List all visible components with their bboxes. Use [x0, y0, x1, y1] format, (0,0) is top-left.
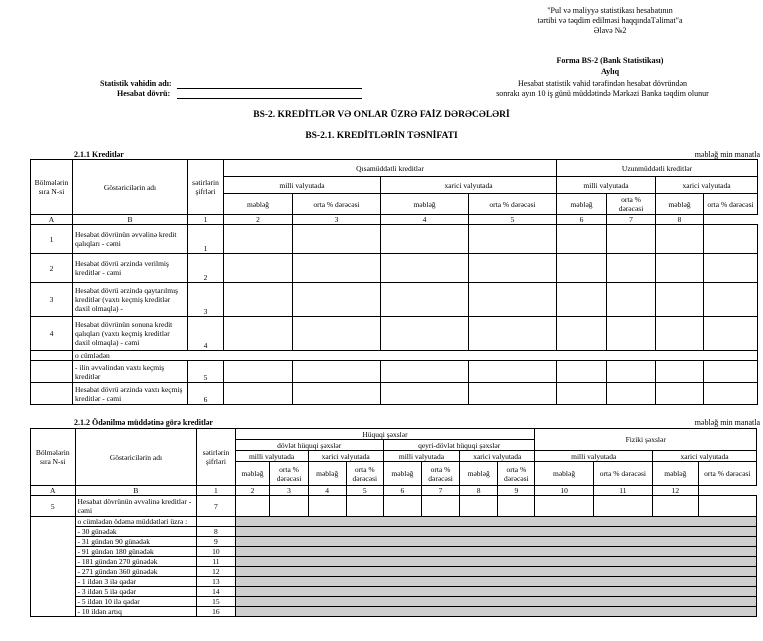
header-amount: məbləğ [460, 462, 498, 486]
code-cell: 12 [653, 486, 699, 496]
header-indicator: Göstəricilərin adı [73, 160, 188, 215]
indicator-name: Hesabat dövrünün sonuna kredit qalıqları (vaxtı keçmiş kreditlər daxil olmaqla) - cəmi [73, 317, 188, 351]
value-cell[interactable] [224, 225, 293, 254]
table-row [31, 577, 757, 587]
value-cell[interactable] [224, 361, 293, 383]
code-cell: 5 [346, 486, 383, 496]
value-cell[interactable] [469, 317, 557, 351]
header-amount: məbləğ [557, 194, 607, 215]
code-cell: B [73, 215, 188, 225]
header-short-term: Qısamüddətli kreditlər [224, 160, 557, 177]
shaded-cell [235, 597, 757, 607]
indicator-name: - 31 gündən 90 günədək [75, 537, 197, 547]
including-label: o cümlədən [73, 351, 758, 361]
header-rate: orta % dərəcəsi [698, 462, 756, 486]
row-code: 8 [197, 527, 235, 537]
value-cell[interactable] [293, 225, 381, 254]
value-cell[interactable] [381, 283, 469, 317]
value-cell[interactable] [607, 361, 656, 383]
table-row [31, 527, 757, 537]
code-cell: 1 [197, 486, 235, 496]
code-cell: 8 [460, 486, 498, 496]
reference-line-2: tərtibi və təqdim edilməsi haqqındaTəlimat"a [537, 16, 683, 25]
submission-line-1: Hesabat statistik vahid tərəfindən hesabat dövründən [517, 79, 688, 88]
value-cell[interactable] [607, 317, 656, 351]
period-field[interactable] [117, 89, 362, 99]
code-cell: B [75, 486, 197, 496]
header-rate: orta % dərəcəsi [704, 194, 758, 215]
code-cell: 10 [535, 486, 593, 496]
table-row [31, 254, 758, 283]
value-cell[interactable] [498, 496, 535, 517]
table1-unit: məbləğ min manatla [694, 150, 760, 159]
table-row [31, 567, 757, 577]
value-cell[interactable] [469, 225, 557, 254]
header-foreign-currency: xarici valyutada [381, 177, 557, 194]
header-amount: məbləğ [381, 194, 469, 215]
header-national-currency: milli valyutada [535, 451, 653, 462]
shaded-cell [235, 567, 757, 577]
period-label: Hesabat dövrü: [117, 89, 171, 98]
row-code: 14 [197, 587, 235, 597]
indicator-name: - 181 gündən 270 günədək [75, 557, 197, 567]
header-individuals: Fiziki şəxslər [535, 429, 757, 451]
value-cell[interactable] [381, 225, 469, 254]
code-cell: 8 [656, 215, 704, 225]
header-section-no: Bölmələrin sıra N-si [31, 160, 73, 215]
reference-line-3: Əlavə №2 [593, 26, 627, 35]
maturity-table [30, 428, 757, 617]
value-cell[interactable] [698, 496, 756, 517]
indicator-name: - 91 gündən 180 günədək [75, 547, 197, 557]
indicator-name: Hesabat dövrünün əvvəlinə kreditlər - cəmi [75, 496, 197, 517]
value-cell[interactable] [656, 317, 704, 351]
indicator-name: - 30 günədək [75, 527, 197, 537]
table-row [31, 557, 757, 567]
section-number: 3 [31, 283, 73, 317]
credits-table [30, 159, 758, 405]
code-row [31, 486, 757, 496]
code-cell: 2 [224, 215, 293, 225]
value-cell[interactable] [421, 496, 459, 517]
row-code: 6 [188, 383, 224, 405]
table2-caption: 2.1.2 Ödənilmə müddətinə görə kreditlər [74, 418, 213, 427]
value-cell[interactable] [346, 496, 383, 517]
value-cell[interactable] [607, 283, 656, 317]
header-rate: orta % dərəcəsi [469, 194, 557, 215]
indicator-name: - 5 ildən 10 ilə qədər [75, 597, 197, 607]
indicator-name: Hesabat dövrü ərzində vaxtı keçmiş kreditlər - cəmi [73, 383, 188, 405]
header-amount: məbləğ [653, 462, 699, 486]
row-code: 11 [197, 557, 235, 567]
header-amount: məbləğ [224, 194, 293, 215]
value-cell[interactable] [293, 283, 381, 317]
row-code: 2 [188, 254, 224, 283]
value-cell[interactable] [293, 361, 381, 383]
value-cell[interactable] [557, 254, 607, 283]
value-cell[interactable] [656, 283, 704, 317]
indicator-name: Hesabat dövrü ərzində verilmiş kreditlər - cəmi [73, 254, 188, 283]
value-cell[interactable] [653, 496, 699, 517]
value-cell[interactable] [293, 383, 381, 405]
code-cell: A [31, 486, 76, 496]
header-amount: məbləğ [383, 462, 421, 486]
unit-name-field[interactable] [100, 79, 362, 89]
value-cell[interactable] [557, 283, 607, 317]
header-rate: orta % dərəcəsi [607, 194, 656, 215]
header-rate: orta % dərəcəsi [498, 462, 535, 486]
header-section-no: Bölmələrin sıra N-si [31, 429, 76, 486]
code-cell: 6 [383, 486, 421, 496]
table-row [31, 607, 757, 617]
value-cell[interactable] [381, 361, 469, 383]
value-cell[interactable] [293, 254, 381, 283]
including-row [31, 351, 758, 361]
value-cell[interactable] [607, 225, 656, 254]
shaded-cell [235, 587, 757, 597]
value-cell[interactable] [593, 496, 652, 517]
table-row [31, 225, 758, 254]
indicator-name: - 1 ildən 3 ilə qədər [75, 577, 197, 587]
code-cell: 4 [308, 486, 346, 496]
indicator-name: Hesabat dövrünün əvvəlinə kredit qalıqları - cəmi [73, 225, 188, 254]
shaded-cell [235, 577, 757, 587]
value-cell[interactable] [224, 317, 293, 351]
header-rate: orta % dərəcəsi [593, 462, 652, 486]
header-row-code: sətirlərin şifrləri [188, 160, 224, 215]
section-number: 1 [31, 225, 73, 254]
code-row [31, 215, 758, 225]
value-cell[interactable] [383, 496, 421, 517]
value-cell[interactable] [656, 254, 704, 283]
shaded-cell [235, 517, 757, 527]
code-cell: A [31, 215, 73, 225]
header-national-currency: milli valyutada [557, 177, 656, 194]
code-cell: 9 [498, 486, 535, 496]
table-row [31, 547, 757, 557]
value-cell[interactable] [656, 361, 704, 383]
code-cell: 1 [188, 215, 224, 225]
frequency: Aylıq [600, 67, 620, 76]
header-national-currency: milli valyutada [224, 177, 381, 194]
row-code: 16 [197, 607, 235, 617]
value-cell[interactable] [535, 496, 593, 517]
header-rate: orta % dərəcəsi [270, 462, 308, 486]
reference-line-1: "Pul və maliyyə statistikası hesabatının [547, 6, 673, 15]
row-code: 4 [188, 317, 224, 351]
header-foreign-currency: xarici valyutada [653, 451, 757, 462]
section-number: 2 [31, 254, 73, 283]
value-cell[interactable] [704, 283, 758, 317]
value-cell[interactable] [607, 254, 656, 283]
row-code: 3 [188, 283, 224, 317]
indicator-name: - ilin əvvəlindən vaxtı keçmiş kreditlər [73, 361, 188, 383]
header-amount: məbləğ [235, 462, 270, 486]
indicator-name: Hesabat dövrü ərzində qaytarılmış kreditlər (vaxtı keçmiş kreditlər daxil olmaqla) - [73, 283, 188, 317]
shaded-cell [235, 537, 757, 547]
reference-note [510, 6, 710, 36]
table1-caption: 2.1.1 Kreditlər [74, 150, 124, 159]
value-cell[interactable] [557, 383, 607, 405]
value-cell[interactable] [308, 496, 346, 517]
row-code: 10 [197, 547, 235, 557]
value-cell[interactable] [704, 225, 758, 254]
table-row [31, 317, 758, 351]
value-cell[interactable] [469, 283, 557, 317]
shaded-cell [235, 557, 757, 567]
header-amount: məbləğ [656, 194, 704, 215]
value-cell[interactable] [381, 254, 469, 283]
row-code: 12 [197, 567, 235, 577]
row-code: 9 [197, 537, 235, 547]
code-cell: 7 [421, 486, 459, 496]
value-cell[interactable] [469, 383, 557, 405]
row-code: 5 [188, 361, 224, 383]
header-foreign-currency: xarici valyutada [460, 451, 535, 462]
value-cell[interactable] [704, 361, 758, 383]
table-row [31, 587, 757, 597]
submission-line-2: sonrakı ayın 10 iş günü müddətində Mərkəzi Banka təqdim olunur [496, 89, 709, 98]
sub-title: BS-2.1. KREDİTLƏRİN TƏSNİFATI [305, 131, 458, 141]
header-foreign-currency: xarici valyutada [656, 177, 758, 194]
table-row [31, 537, 757, 547]
header-amount: məbləğ [535, 462, 593, 486]
unit-name-label: Statistik vahidin adı: [100, 79, 172, 88]
value-cell[interactable] [460, 496, 498, 517]
value-cell[interactable] [704, 383, 758, 405]
header-nonstate-entities: qeyri-dövlət hüquqi şəxslər [383, 440, 535, 451]
main-title: BS-2. KREDİTLƏR VƏ ONLAR ÜZRƏ FAİZ DƏRƏCƏLƏRİ [253, 110, 510, 120]
header-rate: orta % dərəcəsi [421, 462, 459, 486]
row-code: 15 [197, 597, 235, 607]
row-code: 1 [188, 225, 224, 254]
header-amount: məbləğ [308, 462, 346, 486]
form-name: Forma BS-2 (Bank Statistikası) [556, 56, 664, 65]
value-cell[interactable] [469, 254, 557, 283]
header-rate: orta % dərəcəsi [346, 462, 383, 486]
indicator-name: - 3 ildən 5 ilə qədər [75, 587, 197, 597]
value-cell[interactable] [270, 496, 308, 517]
value-cell[interactable] [557, 225, 607, 254]
header-long-term: Uzunmüddətli kreditlər [557, 160, 758, 177]
code-cell: 6 [557, 215, 607, 225]
value-cell[interactable] [469, 361, 557, 383]
code-cell: 3 [270, 486, 308, 496]
value-cell[interactable] [224, 283, 293, 317]
table2-unit: məbləğ min manatla [694, 418, 760, 427]
value-cell[interactable] [656, 225, 704, 254]
value-cell[interactable] [656, 383, 704, 405]
row-code: 13 [197, 577, 235, 587]
header-national-currency: milli valyutada [383, 451, 459, 462]
shaded-cell [235, 527, 757, 537]
value-cell[interactable] [381, 317, 469, 351]
code-cell: 7 [607, 215, 656, 225]
value-cell[interactable] [224, 254, 293, 283]
code-cell: 4 [381, 215, 469, 225]
indicator-name: - 271 gündən 360 günədək [75, 567, 197, 577]
indicator-name: - 10 ildən artıq [75, 607, 197, 617]
value-cell[interactable] [557, 317, 607, 351]
submission-note [480, 79, 725, 99]
value-cell[interactable] [704, 254, 758, 283]
header-national-currency: milli valyutada [235, 451, 308, 462]
code-cell: 3 [293, 215, 381, 225]
value-cell[interactable] [704, 317, 758, 351]
header-indicator: Göstəricilərin adı [75, 429, 197, 486]
section-number: 4 [31, 317, 73, 351]
code-cell: 11 [593, 486, 652, 496]
table-row [31, 597, 757, 607]
header-foreign-currency: xarici valyutada [308, 451, 383, 462]
shaded-cell [235, 547, 757, 557]
value-cell[interactable] [607, 383, 656, 405]
value-cell[interactable] [557, 361, 607, 383]
header-rate: orta % dərəcəsi [293, 194, 381, 215]
including-row [31, 517, 757, 527]
including-label: o cümlədən ödəmə müddətləri üzrə : [75, 517, 197, 527]
table-row [31, 496, 757, 517]
value-cell[interactable] [381, 383, 469, 405]
code-cell: 5 [469, 215, 557, 225]
header-legal-entities: Hüquqi şəxslər [235, 429, 535, 440]
section-number: 5 [31, 496, 76, 517]
value-cell[interactable] [293, 317, 381, 351]
row-code: 7 [197, 496, 235, 517]
table-row [31, 283, 758, 317]
table-row [31, 383, 758, 405]
shaded-cell [235, 607, 757, 617]
header-row-code: sətirlərin şifrləri [197, 429, 235, 486]
code-cell: 2 [235, 486, 270, 496]
header-state-entities: dövlət hüquqi şəxslər [235, 440, 383, 451]
value-cell[interactable] [224, 383, 293, 405]
value-cell[interactable] [235, 496, 270, 517]
table-row [31, 361, 758, 383]
